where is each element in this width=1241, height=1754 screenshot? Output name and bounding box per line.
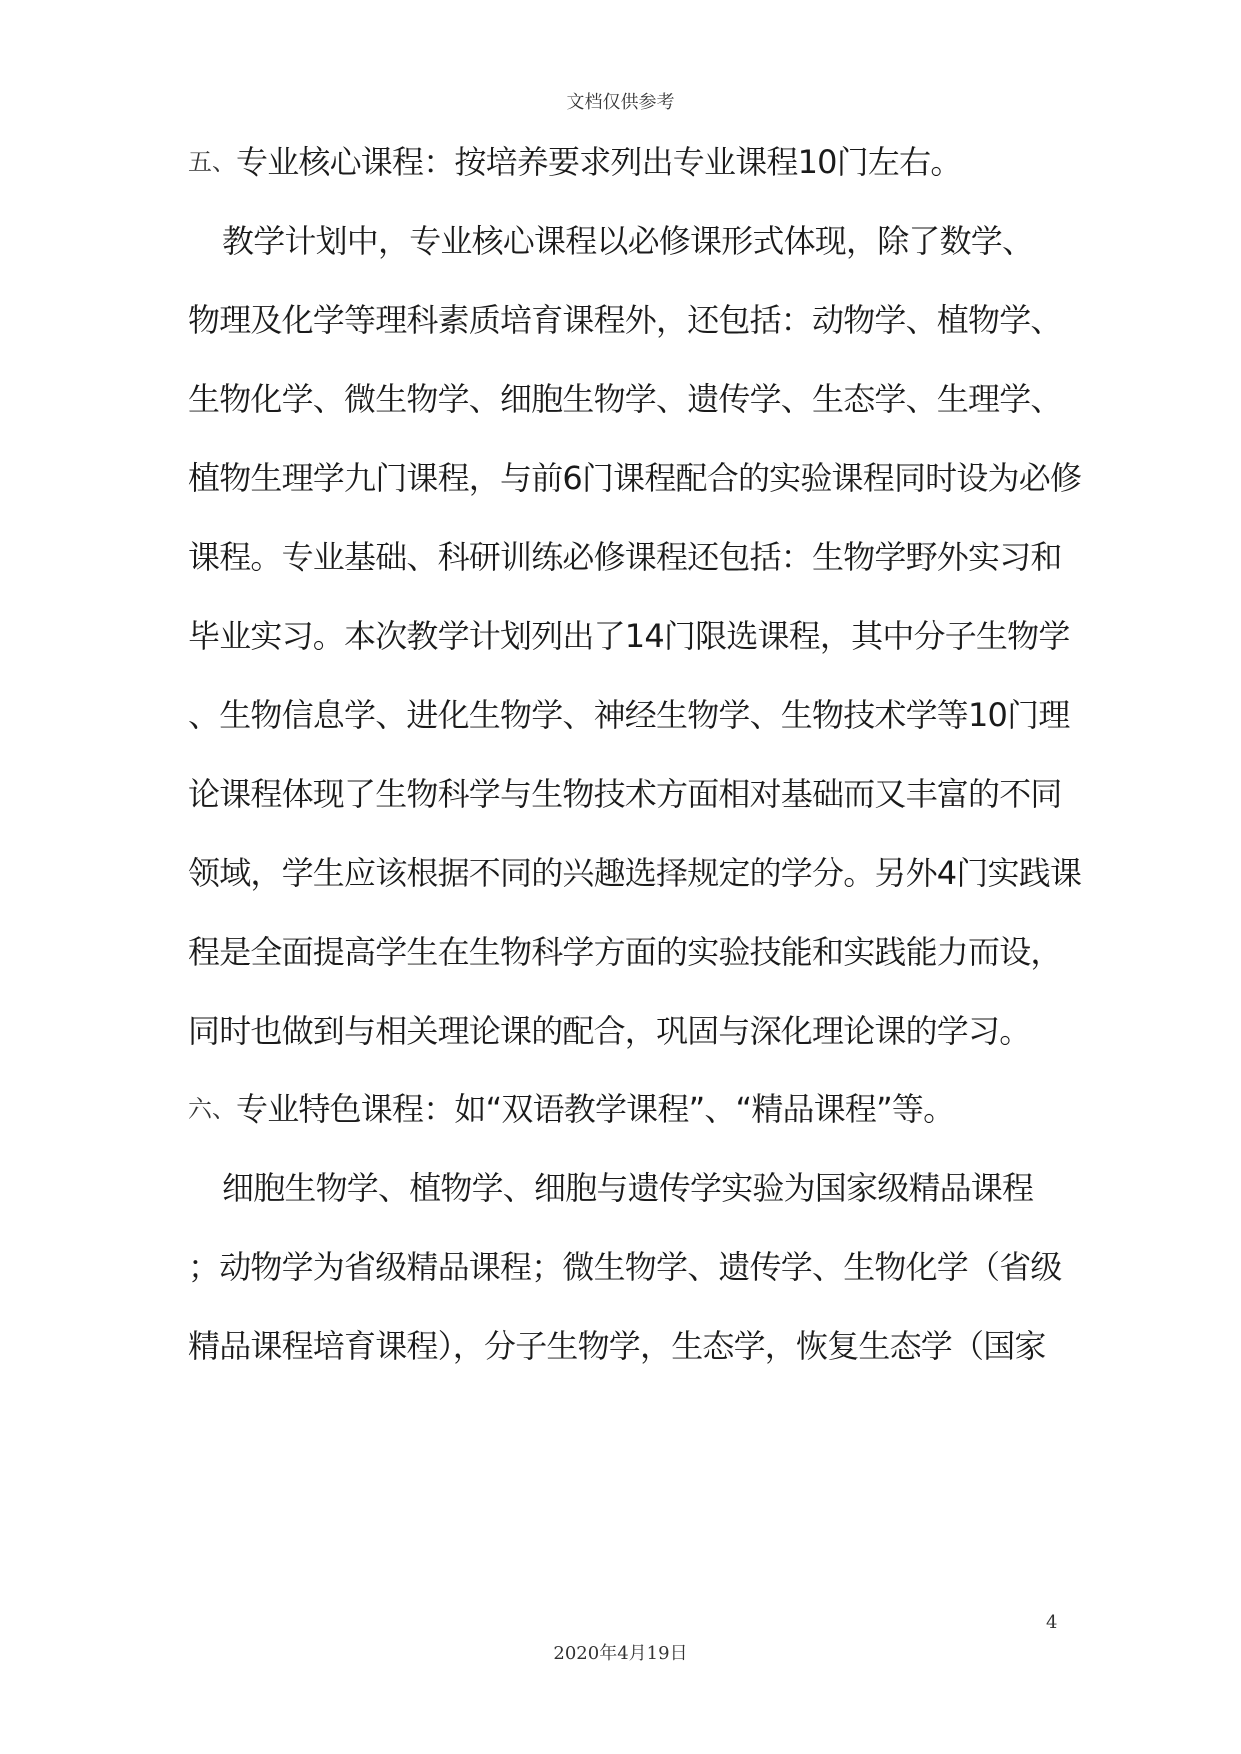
paragraph-line: 、生物信息学、进化生物学、神经生物学、生物技术学等10门理	[188, 696, 1070, 734]
paragraph-line: 教学计划中，专业核心课程以必修课形式体现，除了数学、	[222, 222, 1034, 260]
paragraph-line: 物理及化学等理科素质培育课程外，还包括：动物学、植物学、	[188, 301, 1062, 339]
paragraph-line: 论课程体现了生物科学与生物技术方面相对基础而又丰富的不同	[188, 775, 1062, 813]
page-header: 文档仅供参考	[566, 92, 675, 113]
paragraph-line: 同时也做到与相关理论课的配合，巩固与深化理论课的学习。	[188, 1012, 1031, 1050]
section-heading-5: 专业核心课程：按培养要求列出专业课程10门左右。	[236, 143, 962, 181]
paragraph-line: ；动物学为省级精品课程；微生物学、遗传学、生物化学（省级	[188, 1248, 1062, 1286]
section-number-5: 五、	[188, 148, 236, 176]
paragraph-line: 程是全面提高学生在生物科学方面的实验技能和实践能力而设，	[188, 933, 1062, 971]
page-number: 4	[1046, 1612, 1058, 1633]
paragraph-line: 生物化学、微生物学、细胞生物学、遗传学、生态学、生理学、	[188, 380, 1062, 418]
paragraph-line: 精品课程培育课程），分子生物学，生态学，恢复生态学（国家	[188, 1327, 1046, 1365]
paragraph-line: 领域，学生应该根据不同的兴趣选择规定的学分。另外4门实践课	[188, 854, 1082, 892]
paragraph-line: 课程。专业基础、科研训练必修课程还包括：生物学野外实习和	[188, 538, 1062, 576]
paragraph-line: 毕业实习。本次教学计划列出了14门限选课程，其中分子生物学	[188, 617, 1070, 655]
paragraph-line: 细胞生物学、植物学、细胞与遗传学实验为国家级精品课程	[222, 1169, 1034, 1207]
page-footer-date: 2020年4月19日	[553, 1643, 688, 1664]
section-heading-6: 专业特色课程：如“双语教学课程”、“精品课程”等。	[236, 1090, 955, 1128]
section-number-6: 六、	[188, 1095, 236, 1123]
paragraph-line: 植物生理学九门课程，与前6门课程配合的实验课程同时设为必修	[188, 459, 1082, 497]
